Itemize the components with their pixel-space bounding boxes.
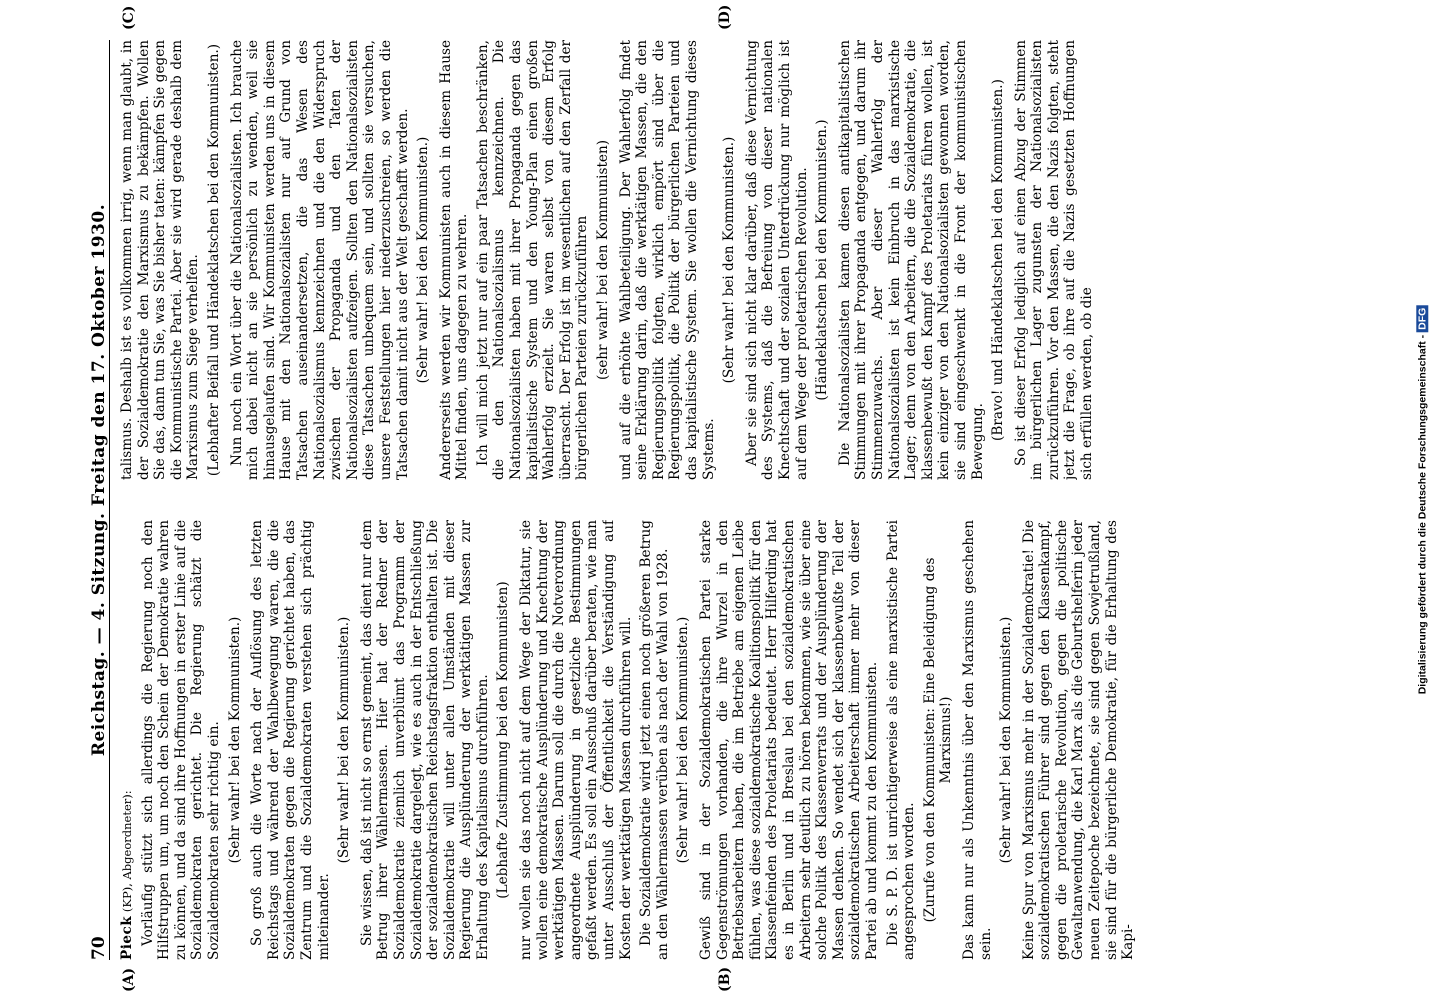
margin-marker-d: (D) bbox=[717, 4, 733, 30]
interjection: (sehr wahr! bei den Kommunisten) bbox=[595, 139, 612, 381]
paragraph: Das kann nur als Unkenntnis über den Marxismus geschehen sein. bbox=[960, 520, 994, 960]
paragraph: Die Sozialdemokratie wird jetzt einen noch größeren Betrug an den Wählermassen verüben als nach der Wahl von 1928. bbox=[638, 520, 671, 960]
page-header bbox=[77, 40, 110, 960]
speaker-line bbox=[119, 520, 136, 960]
paragraph: Die Nationalsozialisten kamen diesen antikapitalistischen Stimmungen mit ihrer Propaganda entgegen, und darum ihr Stimmenzuwachs. Aber dieser Wahlerfolg der Nationalsozialisten ist kein Einbruch in das marxistische Lager; denn von den Arbeitern, die die Sozialdemokratie, die klassenbewußt den Kampf des Proletariats führen wollen, ist kein einziger von den Nationalsozialisten gewonnen worden, sie sind eingeschwenkt in die Front der kommunistischen Bewegung. bbox=[836, 40, 986, 480]
digitization-credit bbox=[1416, 0, 1428, 1000]
paragraph: Ich will mich jetzt nur auf ein paar Tatsachen beschränken, die den Nationalsozialismus kennzeichnen. Die Nationalsozialisten haben mit ihrer Propaganda gegen das kapitalistische System und den Young-Plan einen großen Wahlerfolg erzielt. Sie waren selbst von diesem Erfolg überrascht. Der Erfolg ist im wesentlichen auf den Zerfall der bürgerlichen Parteien zurückzuführen bbox=[474, 40, 591, 480]
credit-text: Digitalisierung gefördert durch die Deutsche Forschungsgemeinschaft - bbox=[1416, 334, 1428, 695]
interjection: (Sehr wahr! bei den Kommunisten.) bbox=[415, 136, 432, 384]
rotated-page-content bbox=[77, 4, 1397, 992]
speaker-affiliation: (KP), Abgeordneter): bbox=[120, 790, 134, 916]
dfg-logo: DFG bbox=[1416, 307, 1428, 330]
interjection: (Sehr wahr! bei den Kommunisten.) bbox=[226, 616, 243, 864]
paragraph: So ist dieser Erfolg lediglich auf einen Abzug der Stimmen im bürgerlichen Lager zugunsten der Nationalsozialisten zurückzuführen. Vor den Massen, die den Nazis folgten, steht jetzt die Frage, ob ihre auf die Nazis gesetzten Hoffnungen sich erfüllen werden, ob die bbox=[1012, 40, 1096, 480]
paragraph: Die S. P. D. ist unrichtigerweise als eine marxistische Partei angesprochen worden. bbox=[884, 520, 918, 960]
interjection: (Lebhafte Zustimmung bei den Kommunisten) bbox=[495, 581, 512, 899]
paragraph: Aber sie sind sich nicht klar darüber, daß diese Vernichtung des Systems, daß die Befreiung von dieser nationalen Knechtschaft und der sozialen Unterdrückung nur möglich ist auf dem Wege der proletarischen Revolution. bbox=[743, 40, 810, 480]
paragraph: Keine Spur von Marxismus mehr in der Sozialdemokratie! Die sozialdemokratischen Führer sind gegen den Klassenkampf, gegen die proletarische Revolution, gegen die politische Gewaltanwendung, die Karl Marx als die Geburtshelferin jeder neuen Zeitepoche bezeichnete, sie sind gegen Sowjetrußland, sie sind für die bürgerliche Demokratie, für die Erhaltung des Kapi- bbox=[1020, 520, 1137, 960]
page-number: 70 bbox=[89, 936, 109, 960]
interjection: (Lebhafter Beifall und Händeklatschen bei den Kommunisten.) bbox=[205, 43, 222, 477]
paragraph: Vorläufig stützt sich allerdings die Regierung noch den Hilfstruppen um, um noch den Schein der Demokratie wahren zu können, und da sind ihre Hoffnungen in erster Linie auf die Sozialdemokraten gerichtet. Die Regierung schätzt die Sozialdemokraten sehr richtig ein. bbox=[139, 520, 222, 960]
paragraph: nur wollen sie das noch nicht auf dem Wege der Diktatur, sie wollen eine demokratische Ausplünderung und Knechtung der werktätigen Massen. Darum soll die durch die Notverordnung angeordnete Ausplünderung in gesetzliche Bestimmungen gefaßt werden. Es soll ein Ausschuß darüber beraten, wie man unter Ausschluß der Öffentlichkeit die Verständigung auf Kosten der werktätigen Massen durchführen will. bbox=[518, 520, 634, 960]
left-text-column bbox=[119, 520, 1379, 960]
margin-marker-a: (A) bbox=[121, 967, 137, 992]
paragraph: talismus. Deshalb ist es vollkommen irrig, wenn man glaubt, in der Sozialdemokratie den Marxismus zu bekämpfen. Wollen Sie das, dann tun Sie, was Sie bisher taten: kämpfen Sie gegen die Kommunistische Partei. Aber sie wird gerade deshalb dem Marxismus zum Siege verhelfen. bbox=[119, 40, 202, 480]
interjection: (Sehr wahr! bei den Kommunisten.) bbox=[998, 616, 1015, 864]
page-title: Reichstag. — 4. Sitzung. Freitag den 17. Oktober 1930. bbox=[89, 203, 109, 757]
paragraph: Gewiß sind in der Sozialdemokratischen Partei starke Gegenströmungen vorhanden, die ihre Wurzel in den Betriebsarbeitern haben, die im Betriebe am eigenen Leibe fühlen, was diese sozialdemokratische Koalitionspolitik für den Klassenfeinden des Proletariats bedeutet. Herr Hilferding hat es in Berlin und in Breslau bei den sozialdemokratischen Arbeitern sehr deutlich zu hören bekommen, wie sie über eine solche Politik des Klassenverrats und der Ausplünderung der Massen denken. So wendet sich der klassenbewußte Teil der sozialdemokratischen Arbeiterschaft immer mehr von dieser Partei ab und kommt zu den Kommunisten. bbox=[698, 520, 880, 960]
right-text-column bbox=[119, 40, 1379, 480]
interjection: (Sehr wahr! bei den Kommunisten.) bbox=[336, 616, 353, 864]
interjection: (Händeklatschen bei den Kommunisten.) bbox=[814, 119, 831, 401]
paragraph: So groß auch die Worte nach der Auflösung des letzten Reichstags und während der Wahlbewegung waren, die die Sozialdemokraten gegen die Regierung gerichtet haben, das Zentrum und die Sozialdemokraten verstehen sich prächtig miteinander. bbox=[249, 520, 332, 960]
speaker-name: Pieck bbox=[119, 915, 135, 960]
interjection: (Sehr wahr! bei den Kommunisten.) bbox=[721, 136, 738, 384]
interjection: (Sehr wahr! bei den Kommunisten.) bbox=[675, 616, 692, 864]
margin-marker-b: (B) bbox=[717, 966, 733, 992]
interjection: (Bravo! und Händeklatschen bei den Kommunisten.) bbox=[990, 79, 1007, 441]
paragraph: Sie wissen, daß ist nicht so ernst gemeint, das dient nur dem Betrug ihrer Wählermassen. Hier hat der Redner der Sozialdemokratie ziemlich unverblümt das Programm der Sozialdemokratie dargelegt, wie es auch in der Entschließung der sozialdemokratischen Reichstagsfraktion enthalten ist. Die Sozialdemokratie will unter allen Umständen mit dieser Regierung die Ausplünderung der werktätigen Massen zur Erhaltung des Kapitalismus durchführen. bbox=[358, 520, 491, 960]
paragraph: Andererseits werden wir Kommunisten auch in diesem Hause Mittel finden, uns dagegen zu wehren. bbox=[437, 40, 471, 480]
paragraph: und auf die erhöhte Wahlbeteiligung. Der Wahlerfolg findet seine Erklärung darin, daß die werktätigen Massen, die den Regierungspolitik folgten, wirklich empört sind über die Regierungspolitik, die Politik der bürgerlichen Parteien und das kapitalistische System. Sie wollen die Vernichtung dieses Systems. bbox=[617, 40, 717, 480]
paragraph: Nun noch ein Wort über die Nationalsozialisten. Ich brauche mich dabei nicht an sie persönlich zu wenden, weil sie hinausgelaufen sind. Wir Kommunisten werden uns in diesem Hause mit den Nationalsozialisten nur auf Grund von Tatsachen auseinandersetzen, die das Wesen des Nationalsozialismus kennzeichnen und die den Widerspruch zwischen der Propaganda und den Taten der Nationalsozialisten aufzeigen. Sollten den Nationalsozialisten diese Tatsachen unbequem sein, und sollten sie versuchen, unsere Feststellungen hier niederzuschreien, so werden die Tatsachen damit nicht aus der Welt geschafft werden. bbox=[228, 40, 411, 480]
interjection: (Zurufe von den Kommunisten: Eine Beleidigung des Marxismus!) bbox=[921, 557, 955, 923]
margin-marker-c: (C) bbox=[121, 5, 137, 30]
